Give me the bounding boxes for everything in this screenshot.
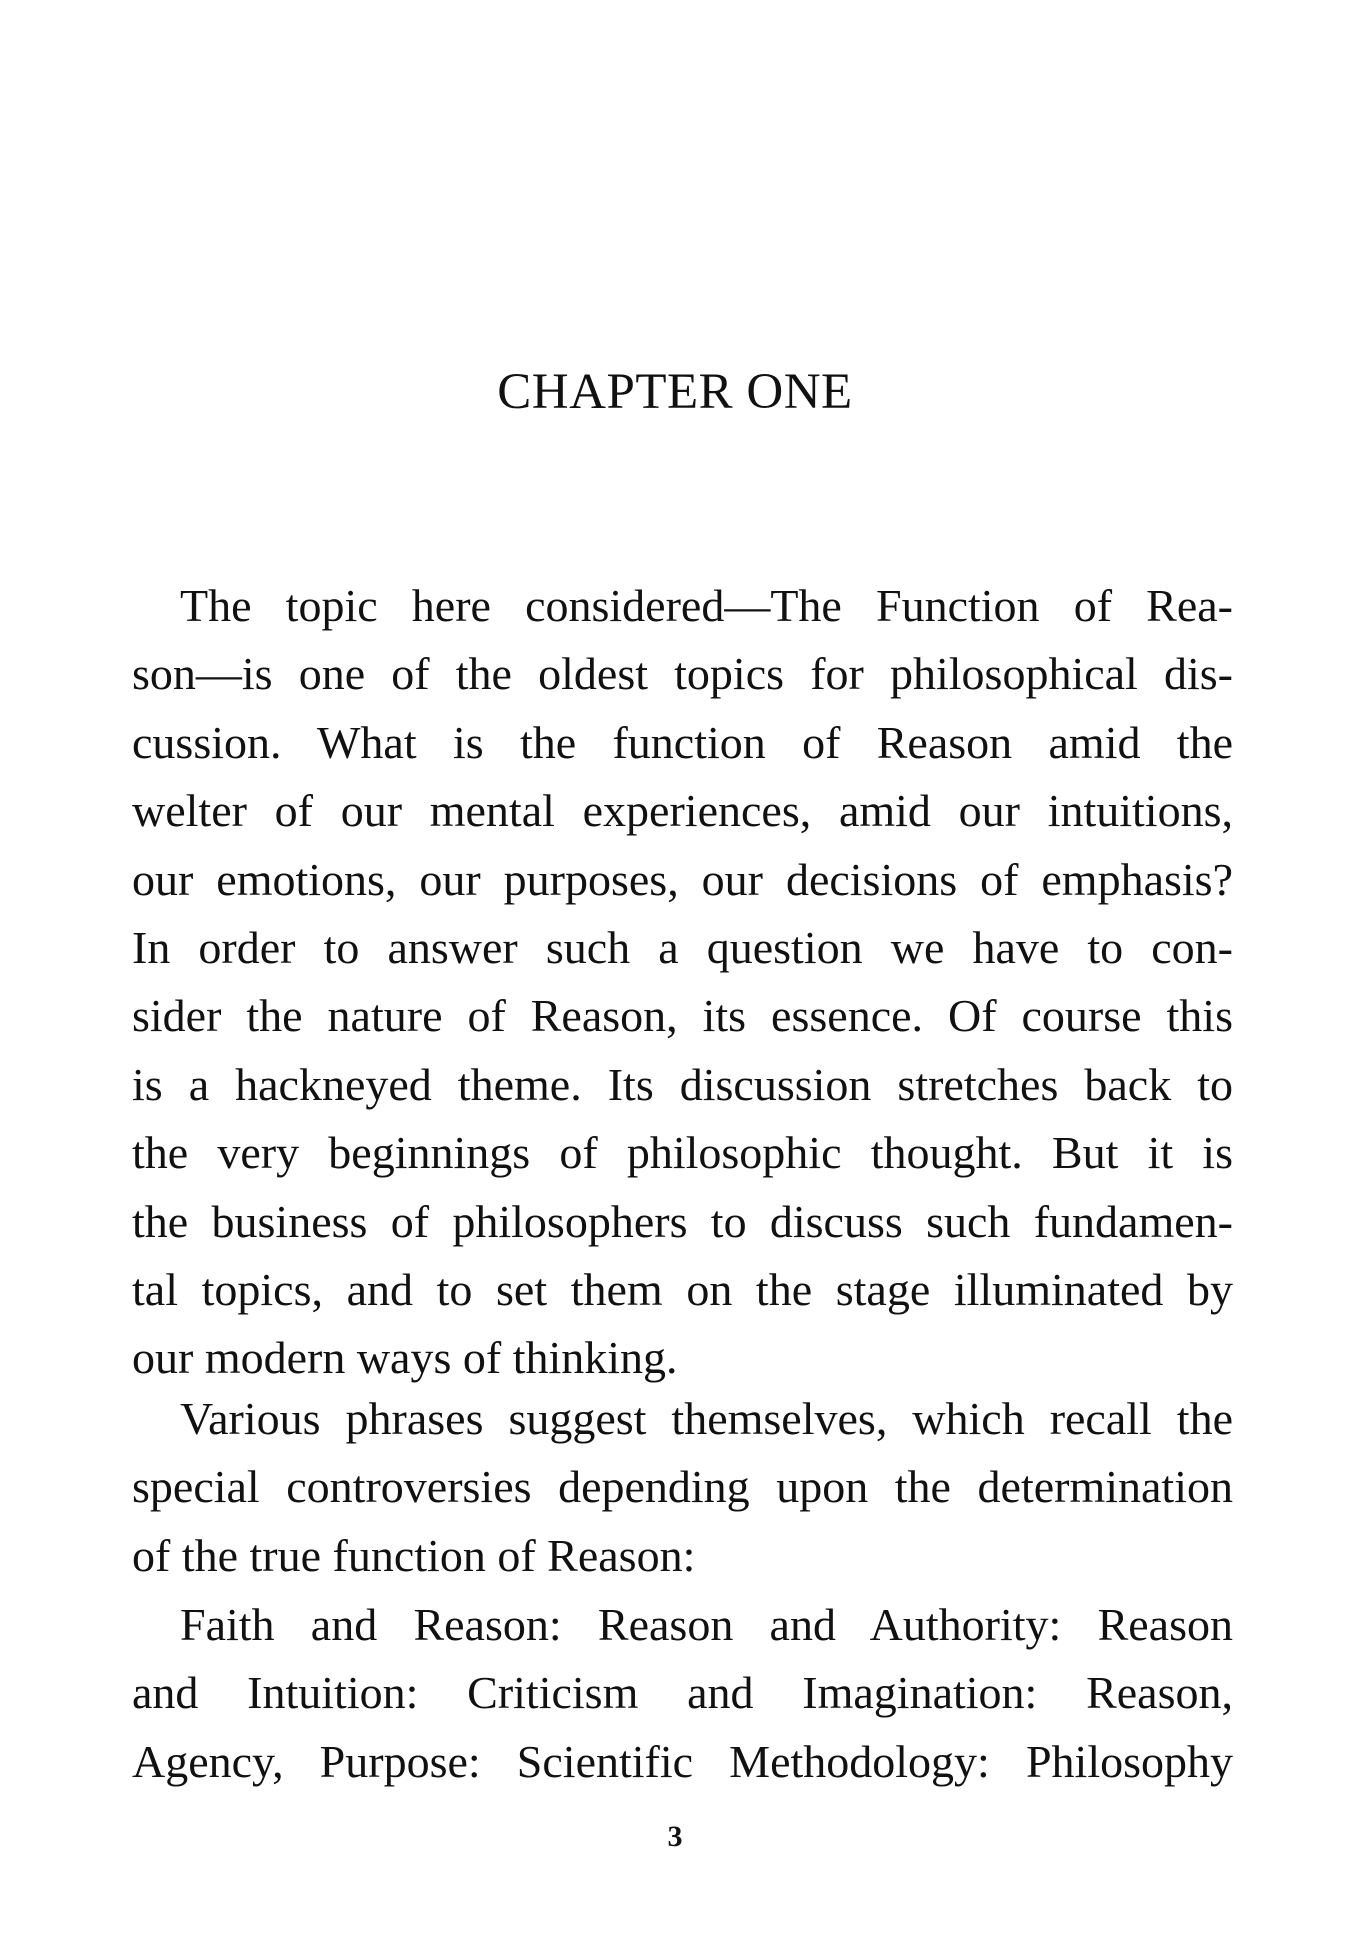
- text-line: of the true function of Reason:: [132, 1529, 696, 1581]
- paragraph-3: [132, 1591, 1233, 1796]
- chapter-title: CHAPTER ONE: [497, 364, 853, 420]
- text-line: the very beginnings of philosophic thought. But it is: [132, 1127, 1233, 1179]
- text-line: Faith and Reason: Reason and Authority: Reason: [180, 1599, 1233, 1650]
- text-line: son—is one of the oldest topics for philosophical dis-: [132, 648, 1233, 700]
- text-line: and Intuition: Criticism and Imagination: Reason,: [132, 1667, 1233, 1719]
- text-line: our modern ways of thinking.: [132, 1332, 678, 1384]
- text-line: our emotions, our purposes, our decisions of emphasis?: [132, 853, 1233, 905]
- text-line: special controversies depending upon the determination: [132, 1461, 1233, 1513]
- text-line: is a hackneyed theme. Its discussion stretches back to: [132, 1058, 1233, 1110]
- text-line: Agency, Purpose: Scientific Methodology: Philosophy: [132, 1735, 1233, 1787]
- text-line: Various phrases suggest themselves, which recall the: [180, 1393, 1233, 1444]
- paragraph-1: [132, 572, 1233, 1393]
- paragraph-2: [132, 1385, 1233, 1590]
- page-number: 3: [667, 1820, 683, 1853]
- text-line: In order to answer such a question we have to con-: [132, 921, 1233, 973]
- text-line: the business of philosophers to discuss such fundamen-: [132, 1195, 1233, 1247]
- text-line: tal topics, and to set them on the stage illuminated by: [132, 1263, 1233, 1315]
- text-line: The topic here considered—The Function of Rea-: [180, 580, 1233, 631]
- text-line: sider the nature of Reason, its essence. Of course this: [132, 990, 1233, 1042]
- text-line: cussion. What is the function of Reason amid the: [132, 716, 1233, 768]
- text-line: welter of our mental experiences, amid our intuitions,: [132, 785, 1233, 837]
